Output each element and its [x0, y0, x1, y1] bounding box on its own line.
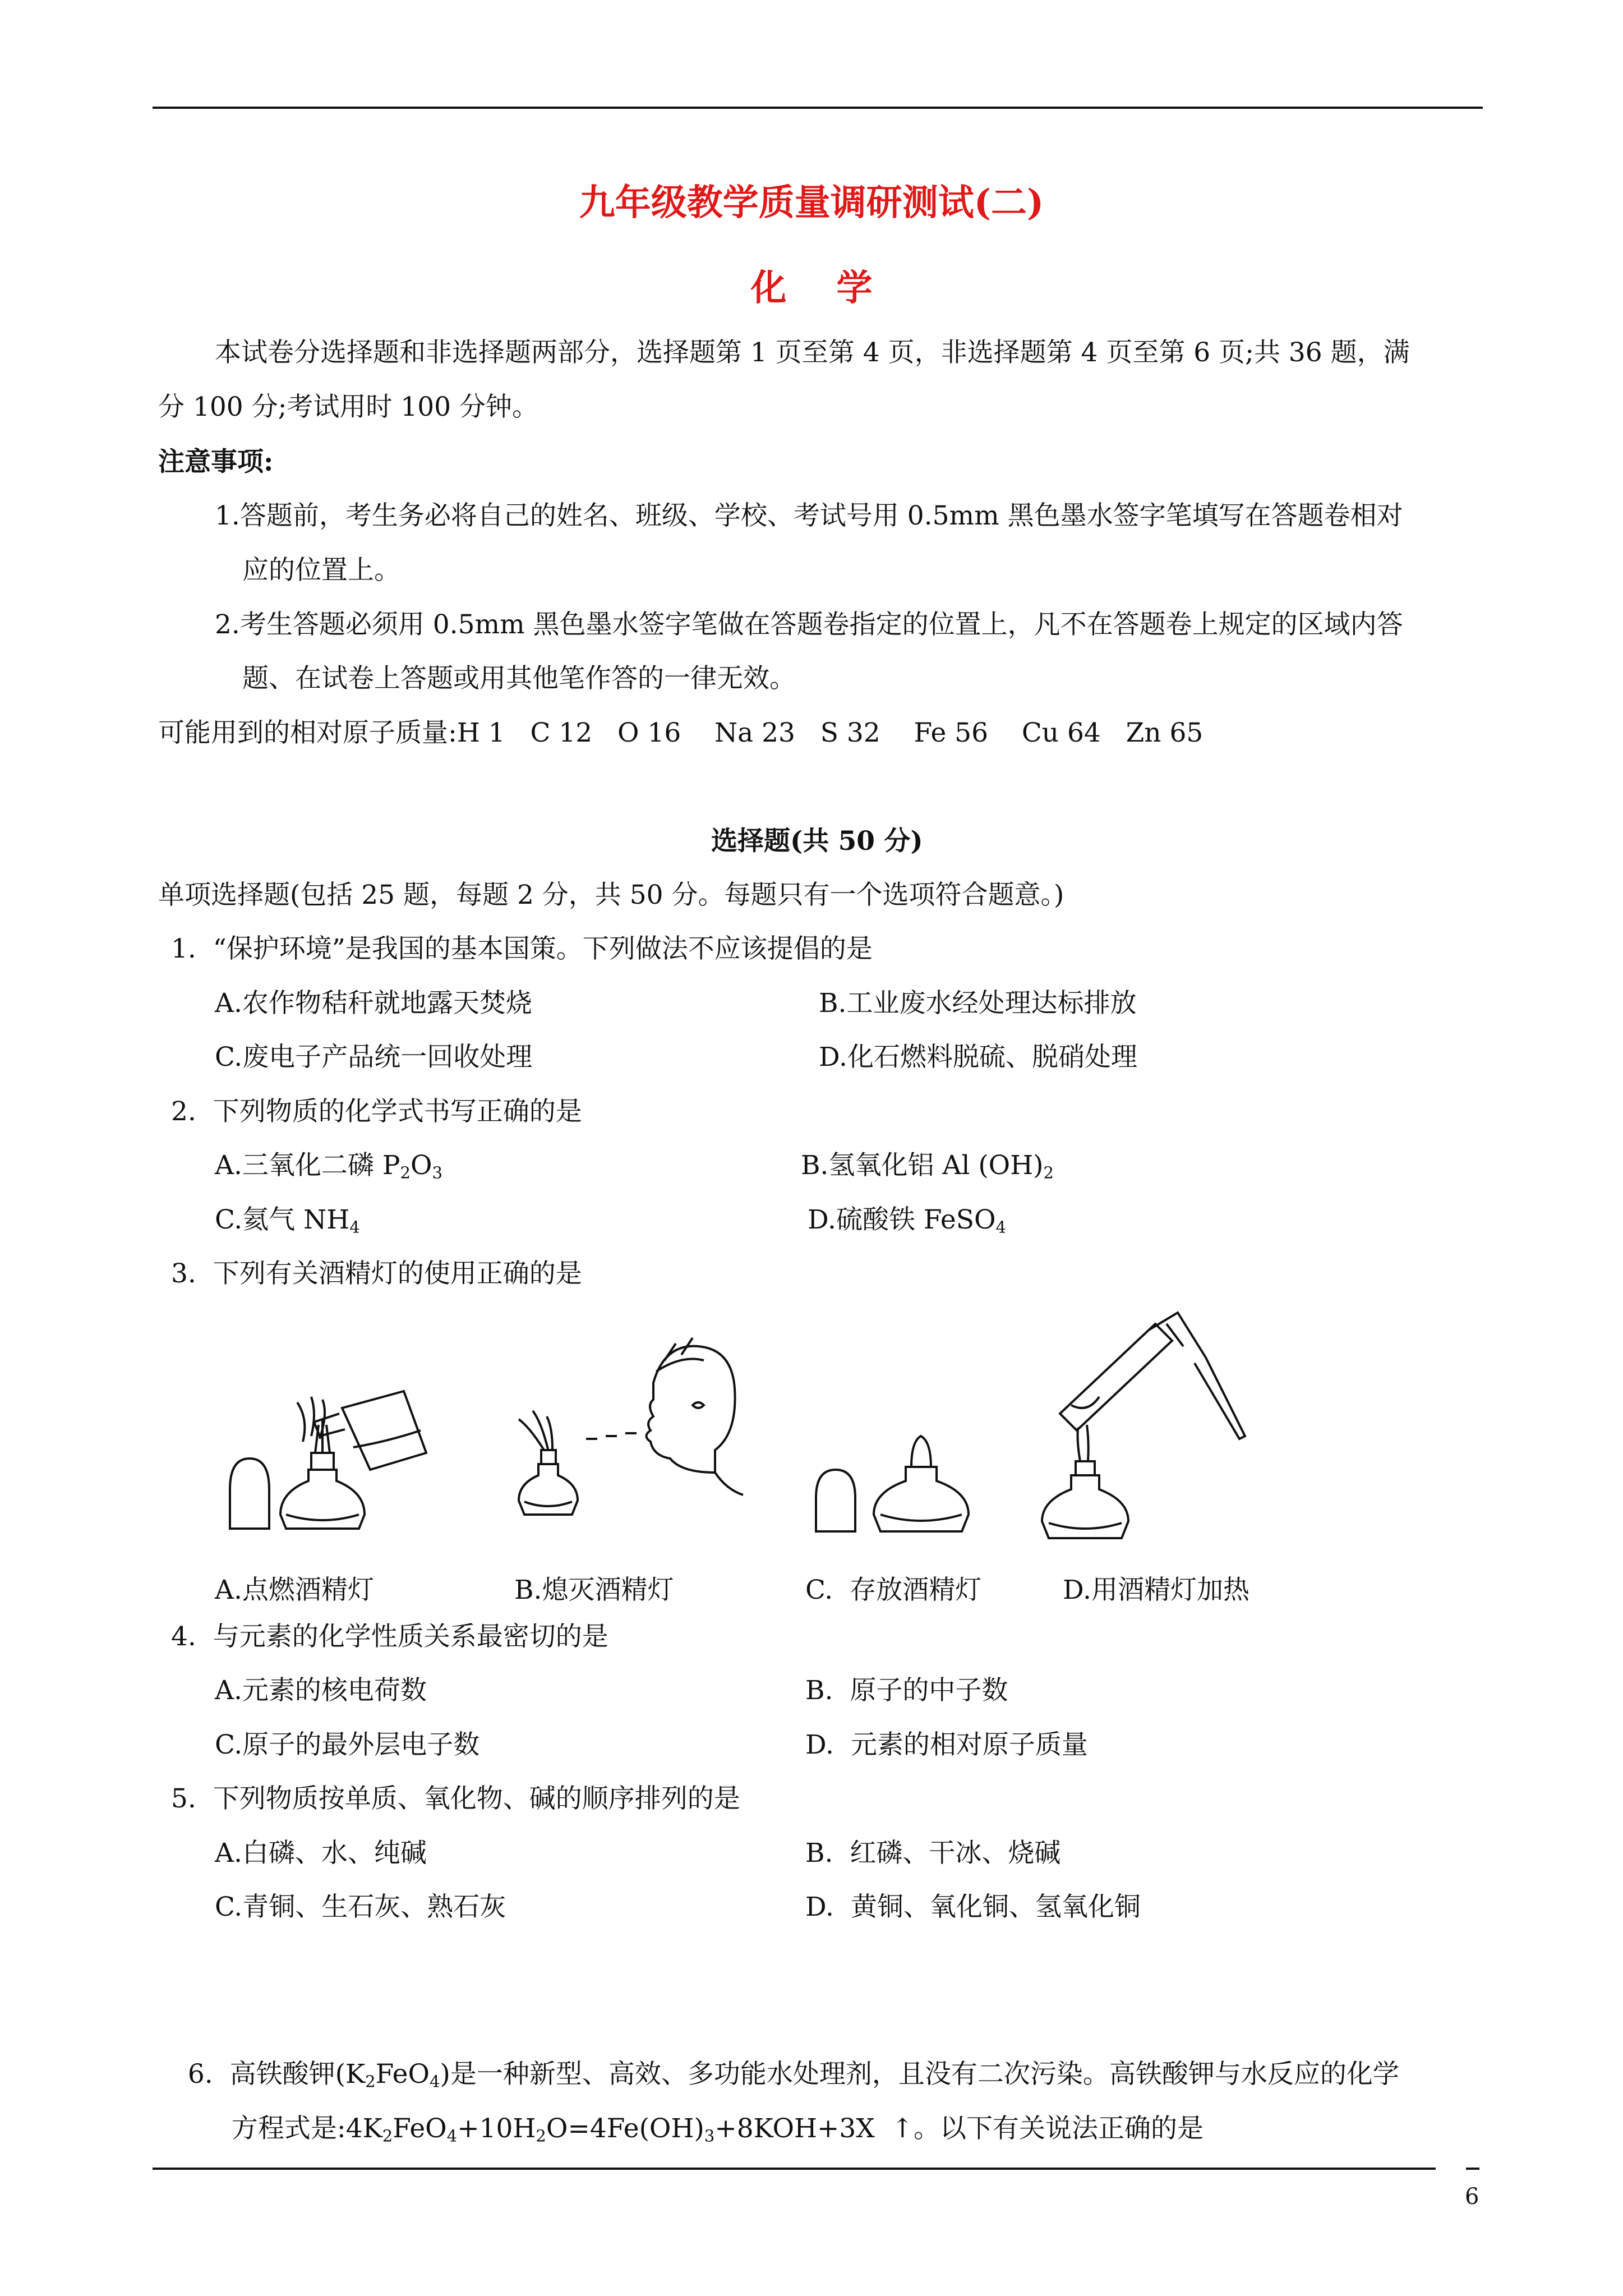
- q2-a-f4: 3: [432, 1163, 443, 1182]
- q2-a-text: A.三氧化二磷: [215, 1150, 382, 1181]
- q6-eq-pre: 方程式是:4K: [231, 2113, 382, 2144]
- q6-eq-s3: 2: [536, 2126, 546, 2146]
- intro-line-2: 分 100 分;考试用时 100 分钟。: [158, 392, 539, 422]
- q4-option-d: D. 元素的相对原子质量: [805, 1729, 1088, 1760]
- q1-option-a: A.农作物秸秆就地露天焚烧: [215, 988, 532, 1019]
- q3-caption-d: D.用酒精灯加热: [1063, 1575, 1249, 1605]
- exam-title: 九年级教学质量调研测试(二): [579, 182, 1044, 224]
- q4-option-c: C.原子的最外层电子数: [215, 1729, 480, 1760]
- q2-c-text: C.氦气 NH: [215, 1204, 350, 1235]
- q4-stem: 4. 与元素的化学性质关系最密切的是: [171, 1621, 608, 1652]
- q2-b-text: B.氢氧化铝 Al (OH): [801, 1150, 1044, 1181]
- q6-stem: [171, 2035, 1399, 2091]
- q6-eq-c: O=4Fe(OH): [546, 2113, 704, 2144]
- q2-option-b: [801, 1150, 1054, 1182]
- note-1-line-2: 应的位置上。: [242, 555, 400, 586]
- alcohol-lamp-figure-d: [1038, 1307, 1262, 1548]
- alcohol-lamp-figure-a: [219, 1358, 454, 1543]
- q6-eq-b: +10H: [457, 2113, 536, 2144]
- q6-eq-s1: 2: [382, 2126, 393, 2146]
- q2-d-text: D.硫酸铁 FeSO: [808, 1204, 996, 1235]
- q1-stem: 1. “保护环境”是我国的基本国策。下列做法不应该提倡的是: [171, 933, 873, 964]
- subject-title: 化 学: [750, 267, 873, 309]
- q5-option-a: A.白磷、水、纯碱: [215, 1838, 427, 1869]
- q5-option-c: C.青铜、生石灰、熟石灰: [215, 1892, 506, 1922]
- section-heading: 选择题(共 50 分): [711, 826, 923, 857]
- atomic-masses: 可能用到的相对原子质量:H 1 C 12 O 16 Na 23 S 32 Fe 56 Cu 64 Zn 65: [158, 717, 1204, 748]
- q3-caption-a: A.点燃酒精灯: [215, 1575, 374, 1605]
- q6-equation: [215, 2089, 1204, 2146]
- page-number-mark: [1466, 2168, 1479, 2170]
- top-rule: [153, 107, 1483, 109]
- notes-heading: 注意事项:: [158, 447, 274, 477]
- note-2-line-2: 题、在试卷上答题或用其他笔作答的一律无效。: [242, 663, 796, 694]
- q4-option-a: A.元素的核电荷数: [215, 1675, 427, 1706]
- q3-stem: 3. 下列有关酒精灯的使用正确的是: [171, 1258, 582, 1289]
- q6-stem-post: )是一种新型、高效、多功能水处理剂，且没有二次污染。高铁酸钾与水反应的化学: [440, 2059, 1399, 2090]
- section-instructions: 单项选择题(包括 25 题，每题 2 分，共 50 分。每题只有一个选项符合题意。): [158, 880, 1064, 910]
- q6-stem-sub1: 2: [365, 2072, 376, 2091]
- q5-stem: 5. 下列物质按单质、氧化物、碱的顺序排列的是: [171, 1783, 740, 1814]
- q6-eq-a: FeO: [393, 2113, 447, 2144]
- q5-option-b: B. 红磷、干冰、烧碱: [805, 1838, 1061, 1869]
- q3-caption-b: B.熄灭酒精灯: [514, 1575, 674, 1605]
- q6-eq-d: +8KOH+3X ↑。以下有关说法正确的是: [714, 2113, 1204, 2144]
- q2-b-sub: 2: [1043, 1163, 1054, 1182]
- q2-a-f3: O: [410, 1150, 432, 1181]
- q2-option-a: [215, 1150, 443, 1182]
- q1-option-c: C.废电子产品统一回收处理: [215, 1042, 533, 1073]
- q1-option-d: D.化石燃料脱硫、脱硝处理: [819, 1042, 1137, 1073]
- note-2-line-1: 2.考生答题必须用 0.5mm 黑色墨水签字笔做在答题卷指定的位置上，凡不在答题卷上规定的区域内答: [215, 609, 1403, 640]
- q2-c-sub: 4: [349, 1217, 360, 1237]
- q3-caption-c: C. 存放酒精灯: [805, 1575, 982, 1605]
- q2-a-f2: 2: [400, 1163, 411, 1182]
- q5-option-d: D. 黄铜、氧化铜、氢氧化铜: [805, 1892, 1141, 1922]
- q2-stem: 2. 下列物质的化学式书写正确的是: [171, 1096, 582, 1127]
- alcohol-lamp-figure-c: [808, 1397, 1009, 1543]
- q2-a-f1: P: [382, 1150, 400, 1181]
- page-number: 6: [1465, 2184, 1479, 2210]
- q2-option-c: [215, 1204, 360, 1237]
- q1-option-b: B.工业废水经处理达标排放: [819, 988, 1137, 1019]
- bottom-rule: [153, 2168, 1436, 2170]
- q6-stem-sub2: 4: [429, 2072, 440, 2091]
- q6-stem-pre: 6. 高铁酸钾(K: [187, 2059, 366, 2090]
- intro-line-1: 本试卷分选择题和非选择题两部分，选择题第 1 页至第 4 页，非选择题第 4 页至第 6 页;共 36 题，满: [215, 337, 1410, 368]
- note-1-line-1: 1.答题前，考生务必将自己的姓名、班级、学校、考试号用 0.5mm 黑色墨水签字笔填写在答题卷相对: [215, 500, 1403, 531]
- q4-option-b: B. 原子的中子数: [805, 1675, 1008, 1706]
- q2-option-d: [808, 1204, 1007, 1237]
- q2-d-sub: 4: [995, 1217, 1007, 1237]
- q6-eq-s2: 4: [446, 2126, 458, 2146]
- alcohol-lamp-figure-b: [513, 1321, 749, 1523]
- q6-eq-s4: 3: [704, 2126, 715, 2146]
- q6-stem-mid: FeO: [375, 2059, 430, 2090]
